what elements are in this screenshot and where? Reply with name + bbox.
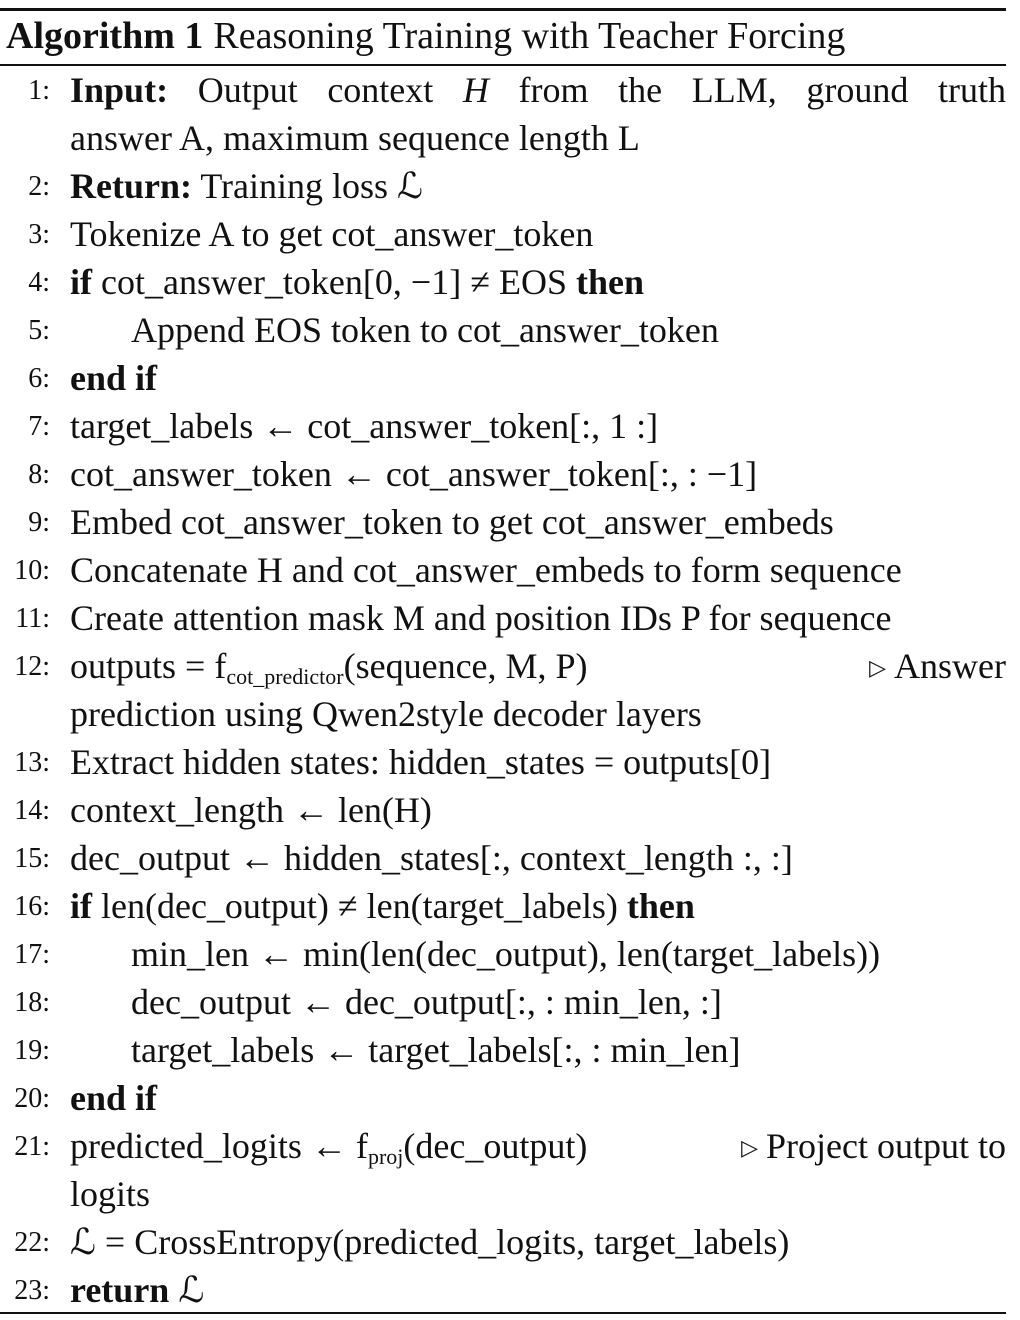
- line-number: 5:: [28, 315, 50, 346]
- line-number: 4:: [28, 267, 50, 298]
- algo-line-10: [0, 546, 1006, 594]
- algo-line-1: [0, 66, 1006, 114]
- keyword-then: then: [575, 262, 644, 302]
- line-number: 3:: [28, 219, 50, 250]
- line-text: dec_output ← dec_output[:, : min_len, :]: [131, 982, 722, 1022]
- algo-line-20: [0, 1074, 1006, 1122]
- algo-line-8: [0, 450, 1006, 498]
- line-text: Create attention mask M and position IDs P for sequence: [70, 598, 892, 638]
- algo-line-7: [0, 402, 1006, 450]
- line-text: [70, 162, 1006, 210]
- algorithm-title: Reasoning Training with Teacher Forcing: [213, 15, 846, 57]
- line-number: 15:: [14, 843, 50, 874]
- line-text-part: len(dec_output) ≠ len(target_labels): [92, 886, 627, 926]
- keyword-if: if: [70, 886, 92, 926]
- line-number: 19:: [14, 1035, 50, 1066]
- keyword-input: Input:: [70, 70, 169, 110]
- algorithm-label: Algorithm 1: [6, 15, 204, 57]
- line-text-part: Training loss ℒ: [191, 166, 423, 206]
- algo-line-3: [0, 210, 1006, 258]
- line-text: [70, 1074, 1006, 1122]
- line-text-part: from the LLM, ground truth: [488, 70, 1006, 110]
- line-number: 17:: [14, 939, 50, 970]
- algo-line-6: [0, 354, 1006, 402]
- comment-triangle-icon: ▷: [869, 655, 887, 680]
- line-comment: [869, 642, 1006, 692]
- comment-triangle-icon: ▷: [741, 1135, 759, 1160]
- algorithm-lines: [0, 66, 1006, 1314]
- line-text: target_labels ← cot_answer_token[:, 1 :]: [70, 406, 659, 446]
- algo-line-1-continued: [0, 114, 1006, 162]
- line-number: 14:: [14, 795, 50, 826]
- line-number: 2:: [28, 171, 50, 202]
- algo-line-21-continued: [0, 1170, 1006, 1218]
- line-text: [70, 258, 1006, 306]
- line-number: 13:: [14, 747, 50, 778]
- comment-text: Answer: [894, 646, 1006, 686]
- line-number: 11:: [15, 603, 50, 634]
- algo-line-12: [0, 642, 1006, 690]
- line-text: Embed cot_answer_token to get cot_answer_embeds: [70, 502, 834, 542]
- algo-line-15: [0, 834, 1006, 882]
- line-number: 12:: [14, 651, 50, 682]
- bottom-rule: [0, 1312, 1006, 1314]
- line-text: dec_output ← hidden_states[:, context_length :, :]: [70, 838, 793, 878]
- line-text: Concatenate H and cot_answer_embeds to form sequence: [70, 550, 902, 590]
- line-text: cot_answer_token ← cot_answer_token[:, : −1]: [70, 454, 758, 494]
- line-text-part: predicted_logits ← f: [70, 1126, 368, 1166]
- algo-line-13: [0, 738, 1006, 786]
- line-comment: [741, 1122, 1006, 1172]
- line-number: 16:: [14, 891, 50, 922]
- subscript: cot_predictor: [226, 664, 344, 689]
- line-text: logits: [70, 1174, 151, 1214]
- line-number: 10:: [14, 555, 50, 586]
- line-text: min_len ← min(len(dec_output), len(target_labels)): [131, 934, 881, 974]
- line-text: [70, 66, 1006, 114]
- algo-line-5: [0, 306, 1006, 354]
- line-number: 23:: [14, 1275, 50, 1306]
- line-text: answer A, maximum sequence length L: [70, 118, 640, 158]
- keyword-end-if: end if: [70, 358, 158, 398]
- algo-line-11: [0, 594, 1006, 642]
- line-number: 6:: [28, 363, 50, 394]
- line-text-part: (sequence, M, P): [343, 646, 588, 686]
- line-number: 7:: [28, 411, 50, 442]
- keyword-then: then: [626, 886, 695, 926]
- algo-line-2: [0, 162, 1006, 210]
- algo-line-9: [0, 498, 1006, 546]
- line-text: Extract hidden states: hidden_states = outputs[0]: [70, 742, 772, 782]
- line-number: 9:: [28, 507, 50, 538]
- line-number: 21:: [14, 1131, 50, 1162]
- algo-line-19: [0, 1026, 1006, 1074]
- keyword-return: Return:: [70, 166, 192, 206]
- subscript: proj: [367, 1144, 404, 1169]
- line-text-part: ℒ: [169, 1270, 205, 1310]
- line-text-part: outputs = f: [70, 646, 227, 686]
- line-number: 18:: [14, 987, 50, 1018]
- line-text: Tokenize A to get cot_answer_token: [70, 214, 594, 254]
- line-number: 8:: [28, 459, 50, 490]
- var-h: H: [462, 70, 489, 110]
- keyword-return: return: [70, 1270, 170, 1310]
- line-text: [70, 354, 1006, 402]
- algo-line-16: [0, 882, 1006, 930]
- line-text: [70, 882, 1006, 930]
- line-text: [70, 1266, 1006, 1314]
- algo-line-21: [0, 1122, 1006, 1170]
- algo-line-23: [0, 1266, 1006, 1314]
- algo-line-22: [0, 1218, 1006, 1266]
- line-text-part: cot_answer_token[0, −1] ≠ EOS: [92, 262, 576, 302]
- algo-line-4: [0, 258, 1006, 306]
- top-rule: [0, 8, 1006, 11]
- line-text: Append EOS token to cot_answer_token: [131, 310, 719, 350]
- line-text: ℒ = CrossEntropy(predicted_logits, target_labels): [70, 1222, 790, 1262]
- line-text-part: (dec_output): [403, 1126, 588, 1166]
- line-text: [70, 642, 1006, 690]
- algo-line-12-continued: [0, 690, 1006, 738]
- line-number: 20:: [14, 1083, 50, 1114]
- line-text: context_length ← len(H): [70, 790, 432, 830]
- keyword-if: if: [70, 262, 92, 302]
- comment-text: Project output to: [766, 1126, 1006, 1166]
- algo-line-17: [0, 930, 1006, 978]
- algo-line-14: [0, 786, 1006, 834]
- line-text: target_labels ← target_labels[:, : min_len]: [131, 1030, 741, 1070]
- line-text: prediction using Qwen2style decoder layers: [70, 694, 702, 734]
- algorithm-header: [6, 14, 1006, 58]
- line-number: 22:: [14, 1227, 50, 1258]
- line-text-part: Output context: [168, 70, 463, 110]
- line-number: 1:: [28, 75, 50, 106]
- algo-line-18: [0, 978, 1006, 1026]
- keyword-end-if: end if: [70, 1078, 158, 1118]
